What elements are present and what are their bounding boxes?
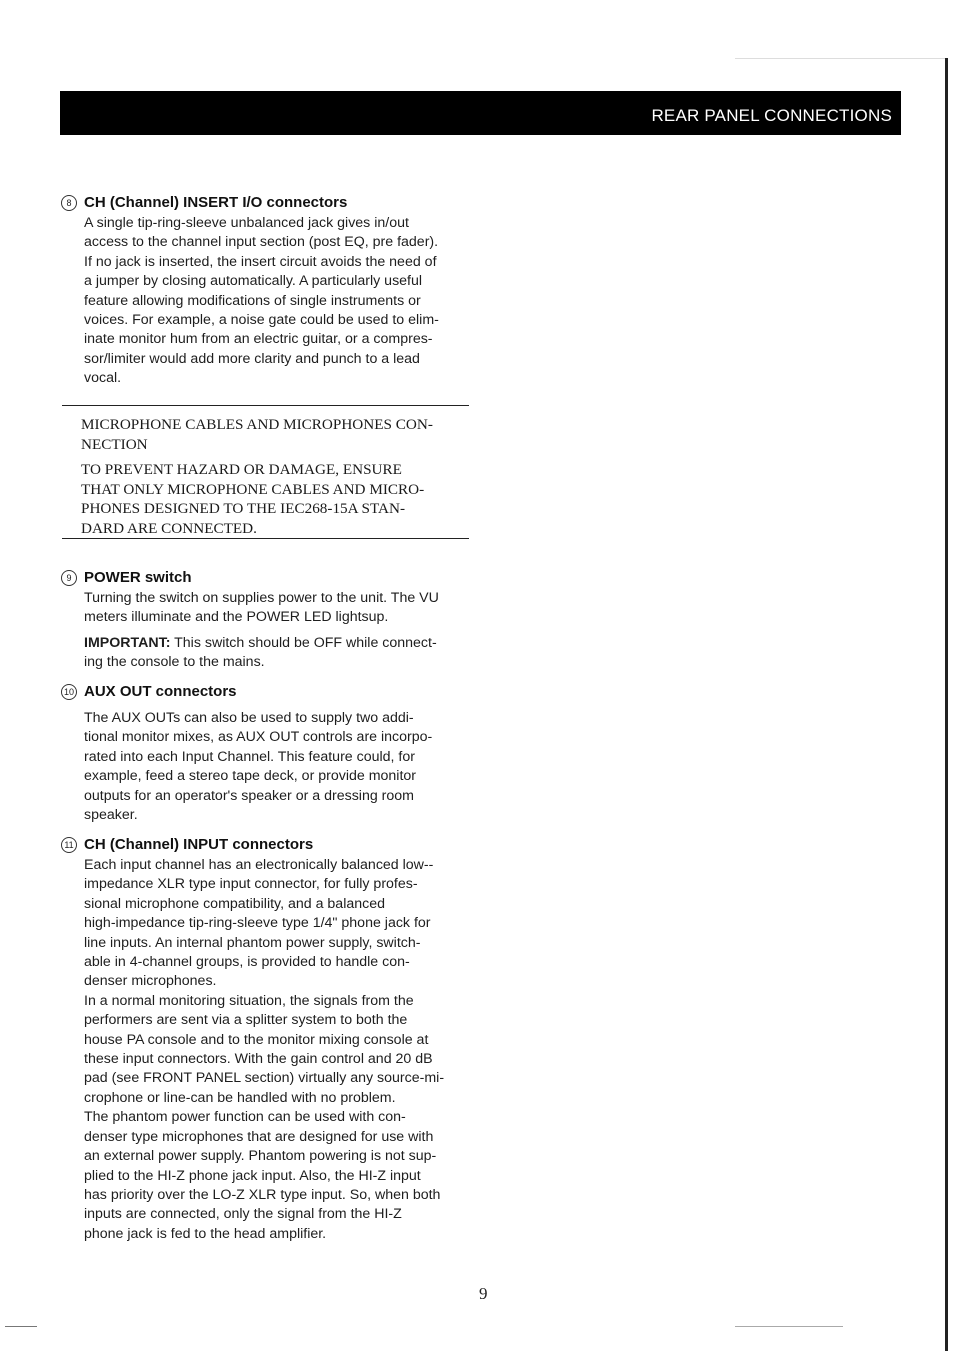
body-line: inate monitor hum from an electric guitar, or a compres- (84, 331, 433, 348)
warning-title-line: MICROPHONE CABLES AND MICROPHONES CON- (81, 416, 433, 433)
important-text: This switch should be OFF while connect- (170, 634, 437, 651)
item-number-badge: 9 (61, 570, 77, 586)
warning-body-line: TO PREVENT HAZARD OR DAMAGE, ENSURE (81, 461, 402, 478)
body-line: meters illuminate and the POWER LED lightsup. (84, 609, 389, 626)
important-note (84, 634, 470, 653)
body-line: a jumper by closing automatically. A particularly useful (84, 273, 423, 290)
body-line: sor/limiter would add more clarity and punch to a lead (84, 350, 420, 367)
bottom-edge-rule (5, 1326, 37, 1327)
page-number: 9 (479, 1284, 488, 1303)
body-line: Turning the switch on supplies power to the unit. The VU (84, 590, 439, 606)
body-line: these input connectors. With the gain control and 20 dB (84, 1051, 433, 1068)
body-line: outputs for an operator's speaker or a dressing room (84, 787, 414, 804)
body-line: an external power supply. Phantom powering is not sup- (84, 1148, 437, 1165)
body-line: tional monitor mixes, as AUX OUT controls are incorpo- (84, 729, 433, 746)
body-line: rated into each Input Channel. This feature could, for (84, 748, 415, 765)
warning-body-line: DARD ARE CONNECTED. (81, 519, 257, 537)
important-label: IMPORTANT: (84, 634, 171, 651)
section-ch-input (60, 836, 480, 1244)
body-line: voices. For example, a noise gate could be used to elim- (84, 312, 439, 329)
section-header-bar (60, 91, 901, 135)
section-body (84, 589, 470, 673)
warning-body-line: THAT ONLY MICROPHONE CABLES AND MICRO- (81, 480, 425, 498)
section-power-switch (60, 569, 480, 673)
section-body (84, 856, 470, 1244)
section-heading (60, 836, 480, 856)
warning-title-line: NECTION (81, 435, 148, 453)
body-line: Each input channel has an electronically balanced low-- (84, 857, 434, 873)
page-edge-line (945, 58, 948, 1351)
body-line: house PA console and to the monitor mixing console at (84, 1031, 429, 1048)
section-heading (60, 194, 480, 214)
section-aux-out (60, 683, 480, 825)
section-body (84, 709, 470, 825)
body-line: denser microphones. (84, 973, 217, 990)
body-line: ing the console to the mains. (84, 654, 265, 671)
section-body (84, 214, 470, 389)
warning-body (81, 460, 460, 538)
warning-box (62, 405, 469, 539)
body-line: crophone or line-can be handled with no problem. (84, 1089, 396, 1106)
body-line: high-impedance tip-ring-sleeve type 1/4" phone jack for (84, 915, 431, 932)
body-line: line inputs. An internal phantom power supply, switch- (84, 934, 421, 951)
body-line: A single tip-ring-sleeve unbalanced jack gives in/out (84, 215, 409, 231)
page-section-title: REAR PANEL CONNECTIONS (651, 106, 892, 125)
body-line: denser type microphones that are designed for use with (84, 1128, 434, 1145)
body-line: If no jack is inserted, the insert circuit avoids the need of (84, 253, 437, 270)
body-line: The AUX OUTs can also be used to supply two addi- (84, 710, 414, 726)
body-line: able in 4-channel groups, is provided to handle con- (84, 954, 410, 971)
body-line: has priority over the LO-Z XLR type input. So, when both (84, 1186, 441, 1203)
item-number-badge: 11 (61, 837, 77, 853)
item-number-badge: 10 (61, 684, 77, 700)
body-line: pad (see FRONT PANEL section) virtually any source-mi- (84, 1070, 445, 1087)
body-line: speaker. (84, 807, 138, 824)
body-line: The phantom power function can be used with con- (84, 1109, 406, 1126)
item-number-badge: 8 (61, 195, 77, 211)
section-title: POWER switch (84, 569, 192, 586)
body-line: In a normal monitoring situation, the signals from the (84, 992, 414, 1009)
section-title: AUX OUT connectors (84, 683, 237, 700)
warning-body-line: PHONES DESIGNED TO THE IEC268-15A STAN- (81, 500, 406, 517)
body-line: phone jack is fed to the head amplifier. (84, 1225, 327, 1242)
section-insert-io (60, 194, 480, 389)
body-line: inputs are connected, only the signal from the HI-Z (84, 1206, 402, 1223)
section-heading (60, 569, 480, 589)
section-title: CH (Channel) INSERT I/O connectors (84, 194, 348, 211)
top-edge-rule (735, 58, 945, 59)
body-line: impedance XLR type input connector, for fully profes- (84, 876, 418, 893)
body-line: access to the channel input section (post EQ, pre fader). (84, 234, 439, 251)
body-line: sional microphone compatibility, and a balanced (84, 895, 386, 912)
section-heading (60, 683, 480, 703)
body-line: performers are sent via a splitter system to both the (84, 1012, 408, 1029)
bottom-edge-rule (735, 1326, 843, 1327)
body-line: plied to the HI-Z phone jack input. Also, the HI-Z input (84, 1167, 421, 1184)
body-line: vocal. (84, 370, 122, 387)
body-line: example, feed a stereo tape deck, or provide monitor (84, 768, 417, 785)
body-line: feature allowing modifications of single instruments or (84, 292, 421, 309)
warning-title (81, 415, 460, 454)
section-title: CH (Channel) INPUT connectors (84, 836, 314, 853)
